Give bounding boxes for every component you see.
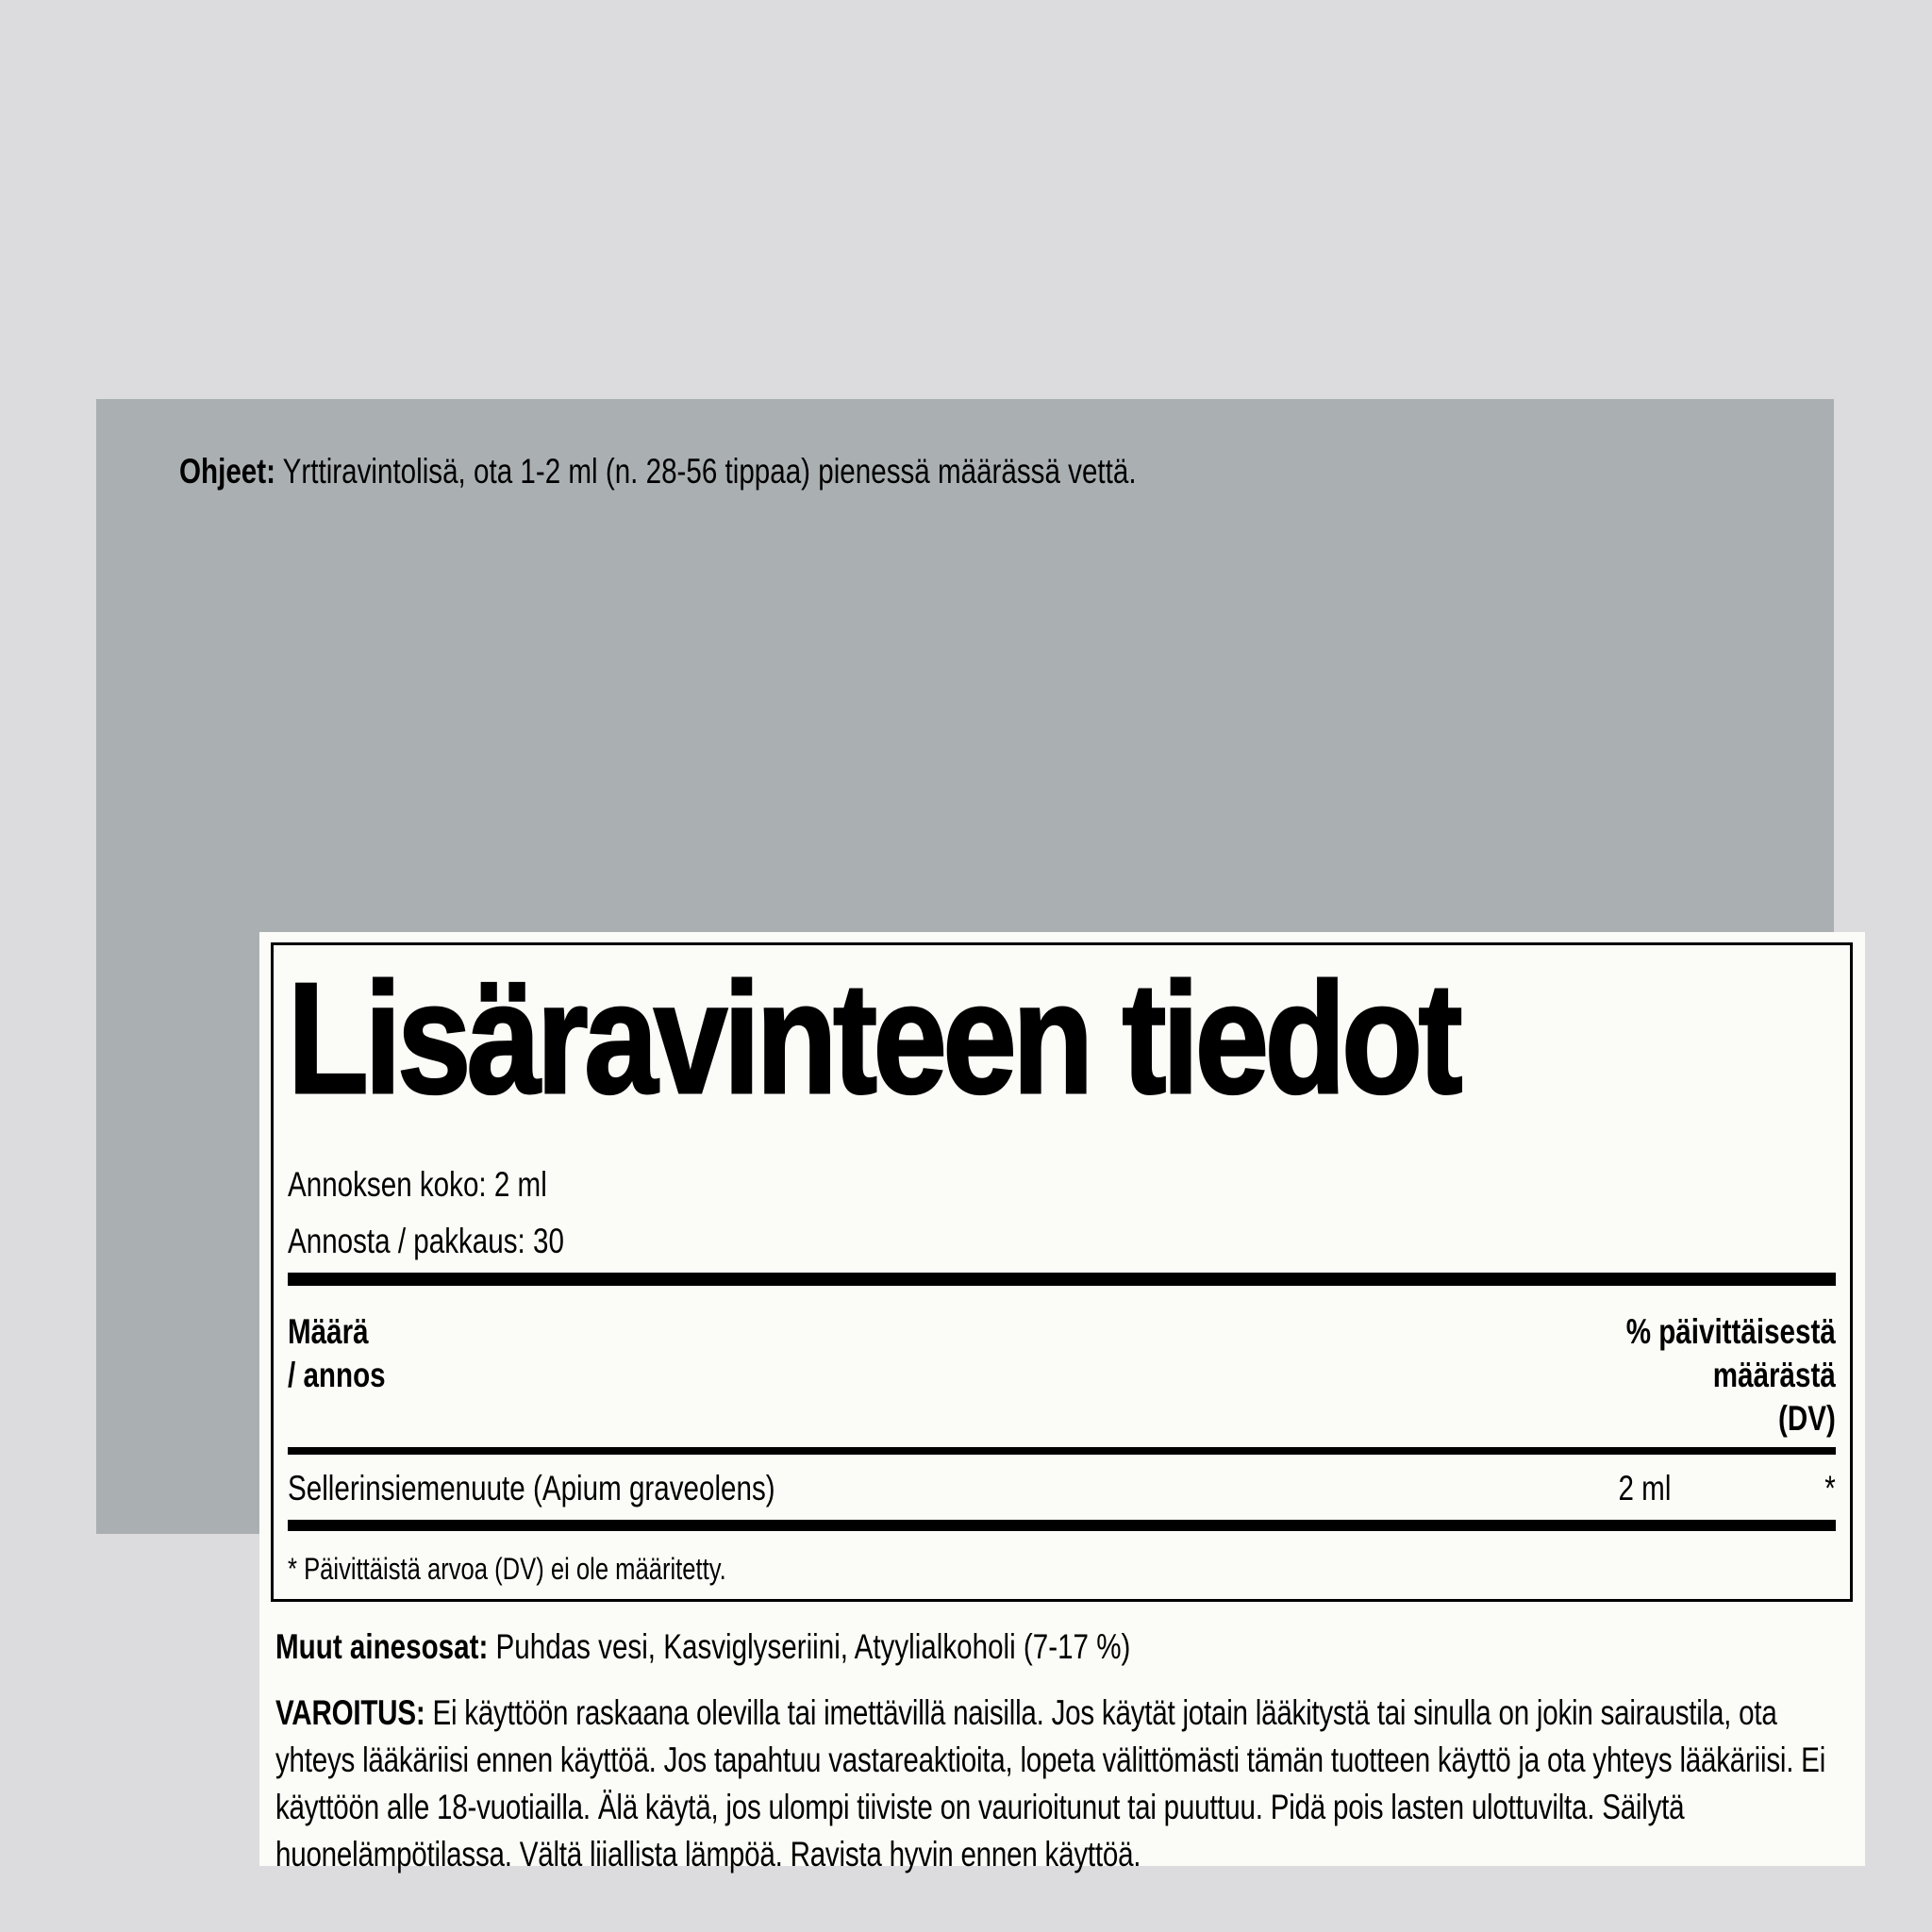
header-separator	[288, 1447, 1836, 1455]
serving-size-line: Annoksen koko: 2 ml	[288, 1165, 547, 1204]
dv-footnote: * Päivittäistä arvoa (DV) ei ole määritetty.	[288, 1552, 726, 1586]
other-ingredients-label: Muut ainesosat:	[275, 1627, 489, 1666]
facts-header-row	[288, 1310, 1836, 1441]
ingredient-dv-asterisk: *	[1824, 1469, 1836, 1507]
supplement-label-card	[259, 932, 1865, 1874]
ingredient-row	[288, 1467, 1836, 1510]
dv-header-line: % päivittäisestä	[1625, 1312, 1836, 1351]
warning-paragraph	[275, 1690, 1849, 1878]
supplement-facts-title: Lisäravinteen tiedot	[288, 951, 1459, 1126]
warning-text: Ei käyttöön raskaana olevilla tai imettävillä naisilla. Jos käytät jotain lääkitystä tai sinulla on jokin sairaustila, ota yhteys lääkäriisi ennen käyttöä. Jos tapahtuu vastareaktioita, lopeta välittömästi tämän tuotteen käyttö ja ota yhteys lääkäriisi. Ei käyttöön alle 18-vuotiailla. Älä käytä, jos ulompi tiiviste on vaurioitunut tai puuttuu. Pidä pois lasten ulottuvilta. Säilytä huonelämpötilassa. Vältä liiallista lämpöä. Ravista hyvin ennen käyttöä.	[275, 1693, 1826, 1874]
directions-text: Yrttiravintolisä, ota 1-2 ml (n. 28-56 tippaa) pienessä määrässä vettä.	[282, 452, 1137, 491]
directions-label: Ohjeet:	[179, 452, 275, 491]
daily-value-header	[1626, 1310, 1836, 1441]
ingredient-amount: 2 ml	[1618, 1469, 1672, 1507]
directions-line	[179, 450, 1764, 493]
label-panel	[96, 399, 1836, 1874]
dv-header-line: (DV)	[1777, 1399, 1836, 1438]
thick-separator-top	[288, 1273, 1836, 1286]
other-ingredients-line	[275, 1625, 1849, 1669]
other-ingredients-text: Puhdas vesi, Kasviglyseriini, Atyylialkoholi (7-17 %)	[495, 1627, 1131, 1666]
ingredient-name: Sellerinsiemenuute (Apium graveolens)	[288, 1469, 775, 1507]
dv-header-line: määrästä	[1712, 1356, 1836, 1394]
amount-header-line: Määrä	[288, 1312, 369, 1351]
warning-label: VAROITUS:	[275, 1693, 425, 1732]
servings-per-container-line: Annosta / pakkaus: 30	[288, 1222, 564, 1260]
amount-per-serving-header	[288, 1310, 386, 1441]
supplement-facts-box	[271, 942, 1853, 1602]
thick-separator-bottom	[288, 1520, 1836, 1531]
amount-header-line: / annos	[288, 1356, 386, 1394]
